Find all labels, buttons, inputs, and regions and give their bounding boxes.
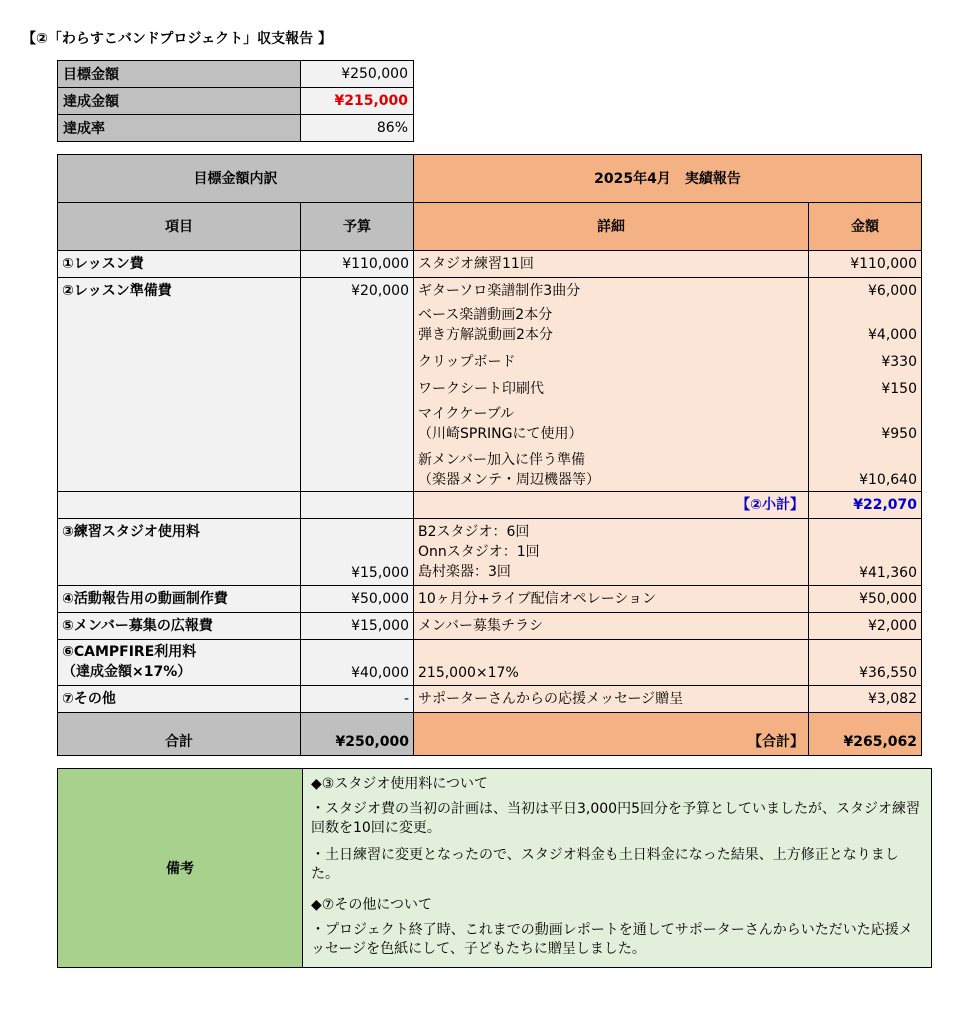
- item-cell: [58, 640, 301, 686]
- amount-line: ¥150: [881, 381, 917, 397]
- amount-cell: [809, 278, 922, 492]
- amount-cell: ¥36,550: [809, 640, 922, 686]
- col-header-amount: 金額: [809, 203, 922, 251]
- detail-line: B2スタジオ：6回: [418, 524, 530, 540]
- notes-table: [57, 768, 932, 968]
- achieved-amount-label: 達成金額: [58, 88, 301, 115]
- table-row: [58, 613, 922, 640]
- detail-cell: 215,000×17%: [414, 640, 809, 686]
- amount-cell: ¥41,360: [809, 519, 922, 586]
- achievement-rate-label: 達成率: [58, 115, 301, 142]
- item-cell: ⑤メンバー募集の広報費: [58, 613, 301, 640]
- budget-cell: ¥15,000: [301, 613, 414, 640]
- detail-cell: [414, 519, 809, 586]
- amount-cell: ¥2,000: [809, 613, 922, 640]
- item-line: ⑥CAMPFIRE利用料: [62, 644, 197, 660]
- notes-paragraph: ・スタジオ費の当初の計画は、当初は平日3,000円5回分を予算としていましたが、スタジオ練習回数を10回に変更。: [311, 801, 920, 836]
- item-cell: ③練習スタジオ使用料: [58, 519, 301, 586]
- page-title: 【②「わらすこバンドプロジェクト」収支報告 】: [22, 31, 333, 47]
- summary-row-target: [58, 61, 414, 88]
- budget-breakdown-header: 目標金額内訳: [58, 155, 414, 203]
- amount-line: ¥950: [881, 426, 917, 442]
- actual-report-header: 2025年4月 実績報告: [414, 155, 922, 203]
- subtotal-amount: ¥22,070: [809, 492, 922, 519]
- notes-row: [58, 769, 932, 968]
- detail-cell: 10ヶ月分+ライブ配信オペレーション: [414, 586, 809, 613]
- item-line: （達成金額×17%）: [62, 664, 192, 680]
- amount-line: ¥4,000: [868, 327, 917, 343]
- subtotal-row: [58, 492, 922, 519]
- target-amount-label: 目標金額: [58, 61, 301, 88]
- detail-cell: [414, 278, 809, 492]
- budget-cell-empty: [301, 492, 414, 519]
- detail-cell: サポーターさんからの応援メッセージ贈呈: [414, 686, 809, 713]
- item-cell: ④活動報告用の動画制作費: [58, 586, 301, 613]
- col-header-item: 項目: [58, 203, 301, 251]
- column-header-row: [58, 203, 922, 251]
- amount-line: ¥10,640: [859, 472, 917, 488]
- achievement-rate-value: 86%: [301, 115, 414, 142]
- notes-paragraph: ・土日練習に変更となったので、スタジオ料金も土日料金になった結果、上方修正となりました。: [311, 847, 899, 882]
- detail-line: （楽器メンテ・周辺機器等）: [418, 472, 600, 488]
- detail-line: 新メンバー加入に伴う準備: [418, 452, 586, 468]
- budget-report-table: [57, 154, 922, 756]
- budget-cell: ¥15,000: [301, 519, 414, 586]
- detail-line: ギターソロ楽譜制作3曲分: [418, 283, 581, 299]
- budget-cell: ¥40,000: [301, 640, 414, 686]
- total-row: [58, 713, 922, 756]
- table-row: [58, 519, 922, 586]
- detail-line: （川崎SPRINGにて使用）: [418, 426, 583, 442]
- total-budget: ¥250,000: [301, 713, 414, 756]
- detail-line: Onnスタジオ：1回: [418, 544, 540, 560]
- summary-row-achieved: [58, 88, 414, 115]
- achieved-amount-value: ¥215,000: [301, 88, 414, 115]
- subtotal-label: 【②小計】: [414, 492, 809, 519]
- notes-label: 備考: [58, 769, 303, 968]
- total-amount: ¥265,062: [809, 713, 922, 756]
- detail-line: マイクケーブル: [418, 406, 515, 422]
- amount-line: ¥330: [881, 354, 917, 370]
- budget-cell: ¥50,000: [301, 586, 414, 613]
- notes-heading: ◆③スタジオ使用料について: [311, 776, 489, 792]
- total-label: 合計: [58, 713, 301, 756]
- item-cell: ①レッスン費: [58, 251, 301, 278]
- section-header-row: [58, 155, 922, 203]
- notes-body: [303, 769, 932, 968]
- detail-cell: スタジオ練習11回: [414, 251, 809, 278]
- target-amount-value: ¥250,000: [301, 61, 414, 88]
- summary-table: [57, 60, 414, 142]
- detail-line: ワークシート印刷代: [418, 381, 544, 397]
- detail-line: ベース楽譜動画2本分: [418, 307, 553, 323]
- table-row: [58, 251, 922, 278]
- notes-paragraph: ・プロジェクト終了時、これまでの動画レポートを通してサポーターさんからいただいた応援メッセージを色紙にして、子どもたちに贈呈しました。: [311, 922, 913, 957]
- detail-line: クリップボード: [418, 354, 516, 370]
- detail-cell: メンバー募集チラシ: [414, 613, 809, 640]
- table-row: [58, 640, 922, 686]
- amount-cell: ¥110,000: [809, 251, 922, 278]
- total-detail-label: 【合計】: [414, 713, 809, 756]
- col-header-budget: 予算: [301, 203, 414, 251]
- notes-heading: ◆⑦その他について: [311, 897, 433, 913]
- col-header-detail: 詳細: [414, 203, 809, 251]
- budget-cell: -: [301, 686, 414, 713]
- amount-line: ¥6,000: [868, 283, 917, 299]
- item-cell-empty: [58, 492, 301, 519]
- item-cell: ②レッスン準備費: [58, 278, 301, 492]
- detail-line: 弾き方解説動画2本分: [418, 327, 553, 343]
- table-row: [58, 686, 922, 713]
- table-row: [58, 278, 922, 492]
- detail-line: 島村楽器：3回: [418, 564, 511, 580]
- budget-cell: ¥110,000: [301, 251, 414, 278]
- table-row: [58, 586, 922, 613]
- summary-row-rate: [58, 115, 414, 142]
- amount-cell: ¥3,082: [809, 686, 922, 713]
- amount-cell: ¥50,000: [809, 586, 922, 613]
- budget-cell: ¥20,000: [301, 278, 414, 492]
- item-cell: ⑦その他: [58, 686, 301, 713]
